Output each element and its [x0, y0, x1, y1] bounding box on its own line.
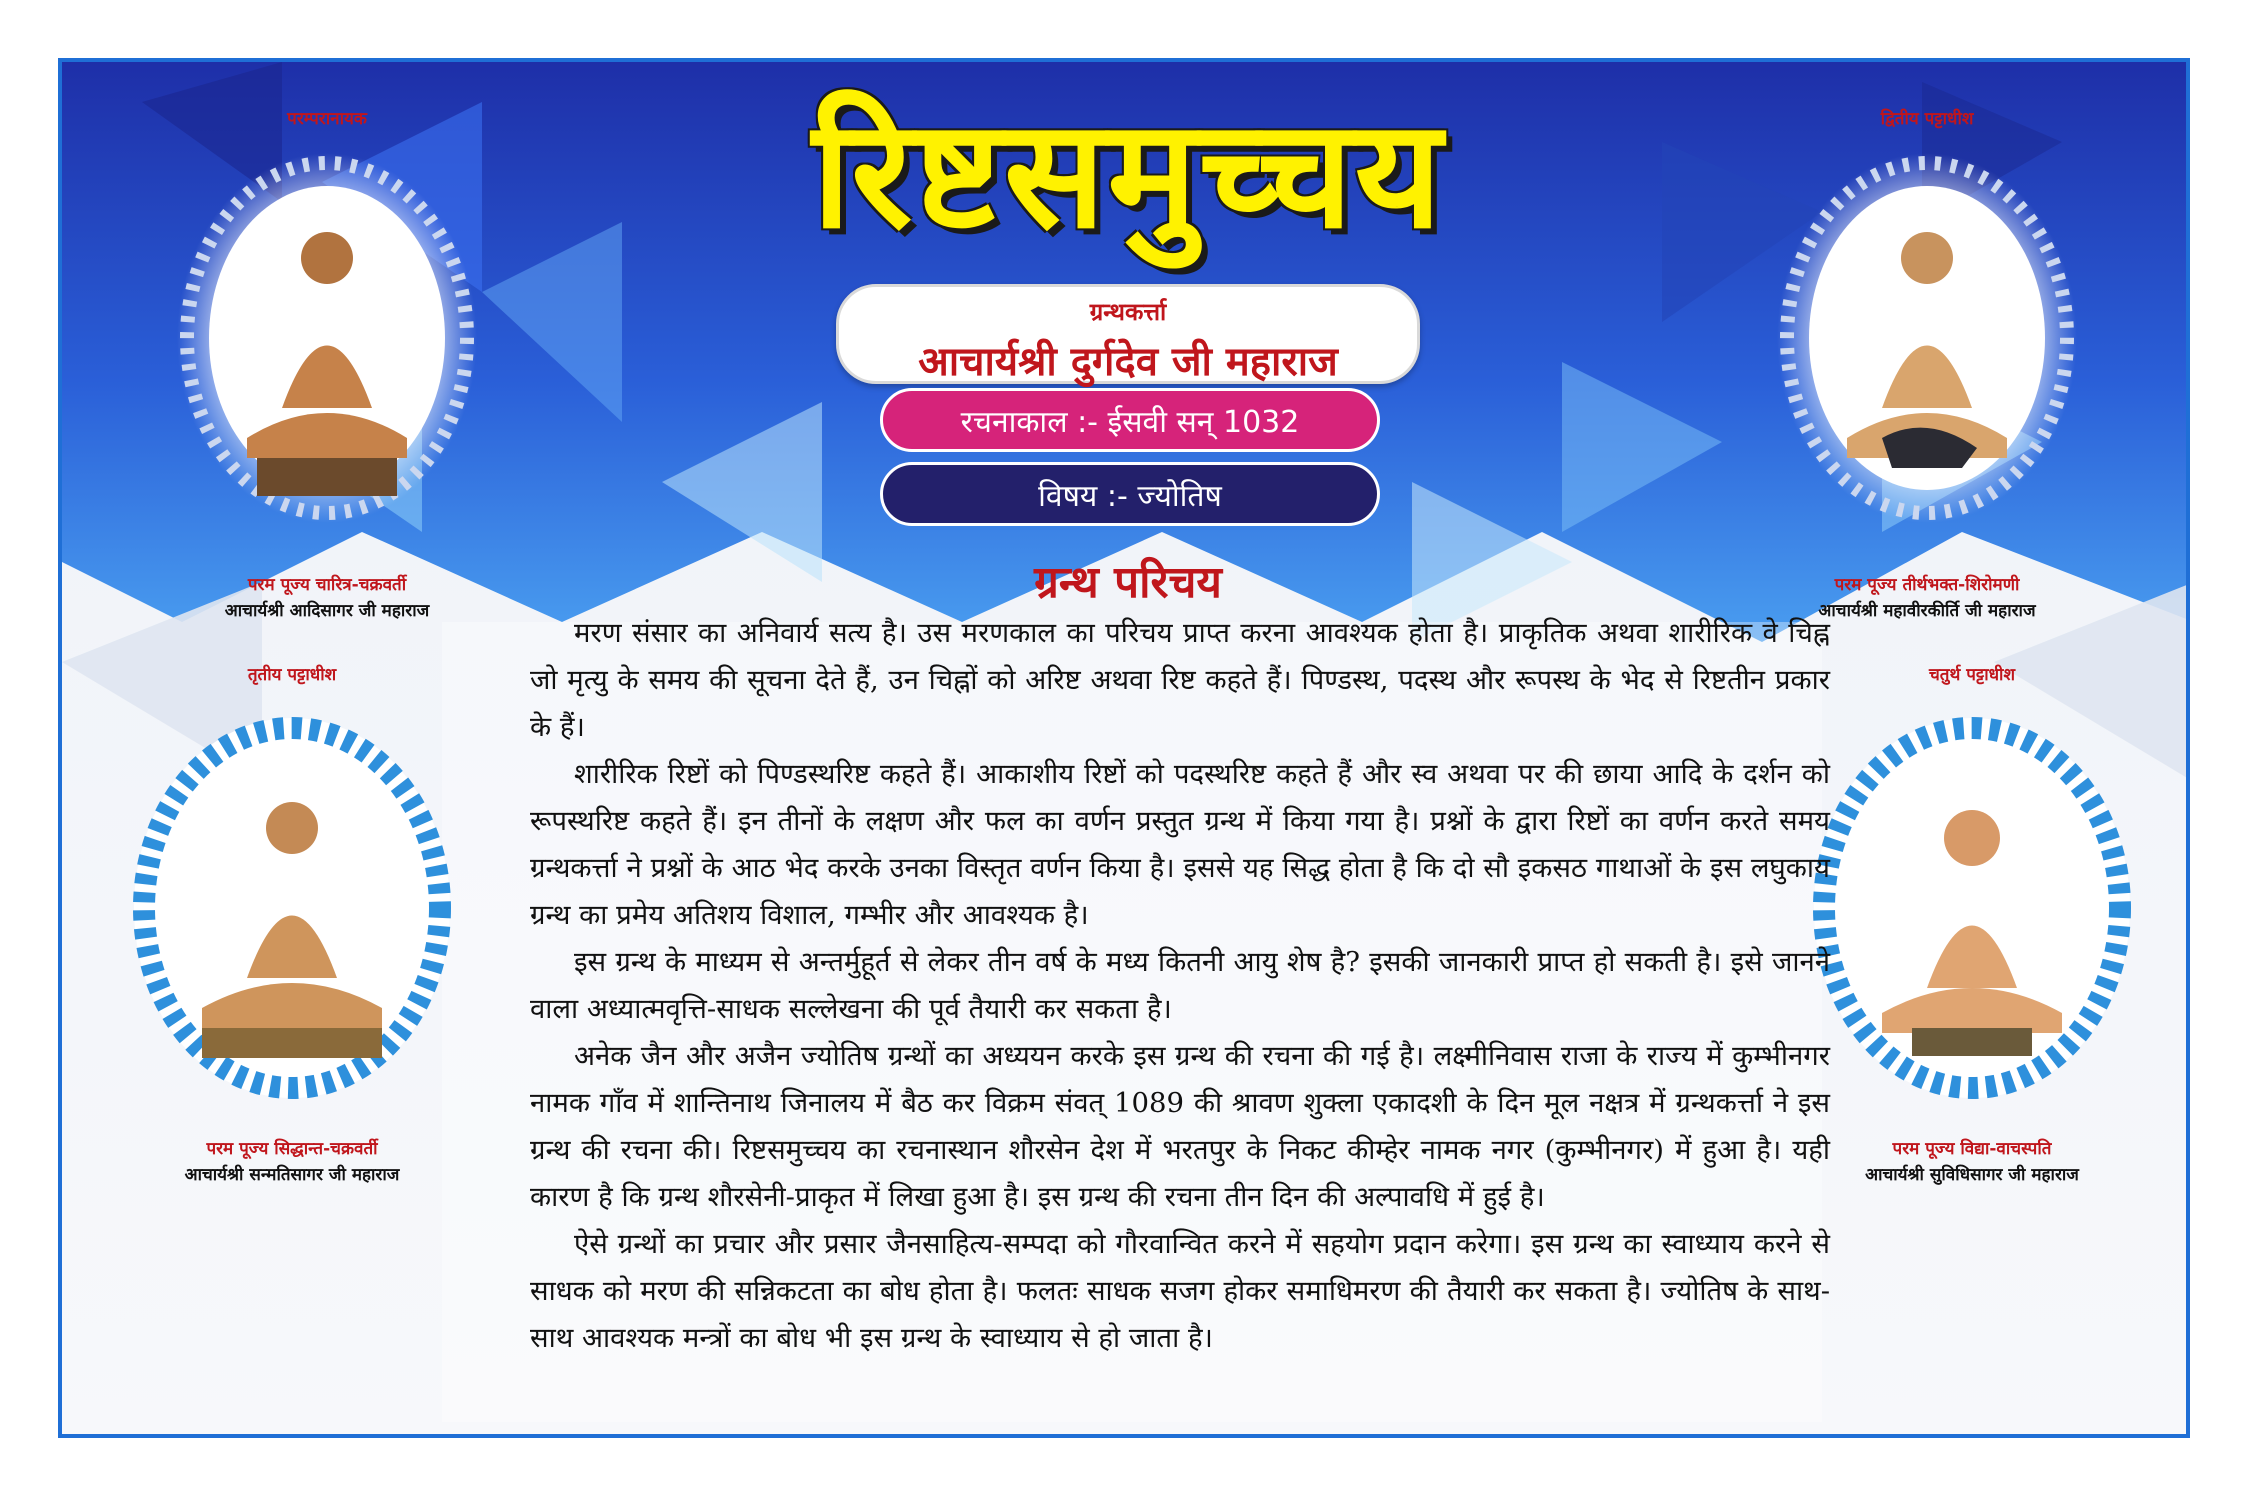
- portrait-caption-name: आचार्यश्री सन्मतिसागर जी महाराज: [184, 1165, 400, 1185]
- author-label: ग्रन्थकर्त्ता: [1089, 298, 1167, 326]
- portrait-label: चतुर्थ पट्टाधीश: [1928, 665, 2016, 685]
- intro-text: [530, 610, 1830, 1362]
- portrait-caption-title: परम पूज्य तीर्थभक्त-शिरोमणी: [1834, 575, 2020, 595]
- intro-paragraph: मरण संसार का अनिवार्य सत्य है। उस मरणकाल का परिचय प्राप्त करना आवश्यक होता है। प्राकृतिक अथवा शारीरिक वे चिह्न जो मृत्यु के समय की सूचना देते हैं, उन चिह्नों को अरिष्ट अथवा रिष्ट कहते हैं। पिण्डस्थ, पदस्थ और रूपस्थ के भेद से रिष्टतीन प्रकार के हैं।: [530, 617, 1830, 743]
- portrait-caption-name: आचार्यश्री महावीरकीर्ति जी महाराज: [1818, 601, 2036, 621]
- portrait-caption-title: परम पूज्य विद्या-वाचस्पति: [1892, 1139, 2052, 1159]
- portrait-bottom-left: [122, 662, 462, 1202]
- poster-frame: [58, 58, 2190, 1438]
- poster-title: रिष्टसमुच्चय: [812, 88, 1444, 262]
- seated-monk-image: [1802, 698, 2142, 1118]
- author-name: आचार्यश्री दुर्गदेव जी महाराज: [918, 339, 1338, 385]
- intro-paragraph: अनेक जैन और अजैन ज्योतिष ग्रन्थों का अध्ययन करके इस ग्रन्थ की रचना की गई है। लक्ष्मीनिवास राजा के राज्य में कुम्भीनगर नामक गाँव में शान्तिनाथ जिनालय में बैठ कर विक्रम संवत् 1089 की श्रावण शुक्ला एकादशी के दिन मूल नक्षत्र में ग्रन्थकर्त्ता ने इस ग्रन्थ की रचना की। रिष्टसमुच्चय का रचनास्थान शौरसेन देश में भरतपुर के निकट कीम्हेर नामक नगर (कुम्भीनगर) में हुआ है। यही कारण है कि ग्रन्थ शौरसेनी-प्राकृत में लिखा हुआ है। इस ग्रन्थ की रचना तीन दिन की अल्पावधि में हुई है।: [530, 1040, 1830, 1213]
- intro-heading: ग्रन्थ परिचय: [1034, 557, 1222, 608]
- seated-monk-image: [122, 698, 462, 1118]
- intro-paragraph: इस ग्रन्थ के माध्यम से अन्तर्मुहूर्त से लेकर तीन वर्ष के मध्य कितनी आयु शेष है? इसकी जानकारी प्राप्त हो सकती है। इसे जानने वाला अध्यात्मवृत्ति-साधक सल्लेखना की पूर्व तैयारी कर सकता है।: [530, 946, 1830, 1025]
- portrait-label: तृतीय पट्टाधीश: [247, 665, 337, 685]
- intro-paragraph: शारीरिक रिष्टों को पिण्डस्थरिष्ट कहते हैं। आकाशीय रिष्टों को पदस्थरिष्ट कहते हैं और स्व अथवा पर की छाया आदि के दर्शन को रूपस्थरिष्ट कहते हैं। इन तीनों के लक्षण और फल का वर्णन प्रस्तुत ग्रन्थ में किया गया है। प्रश्नों के द्वारा रिष्टों का वर्णन करते समय ग्रन्थकर्त्ता ने प्रश्नों के आठ भेद करके उनका विस्तृत वर्णन किया है। इससे यह सिद्ध होता है कि दो सौ इकसठ गाथाओं के इस लघुकाय ग्रन्थ का प्रमेय अतिशय विशाल, गम्भीर और आवश्यक है।: [530, 758, 1830, 931]
- portrait-caption-name: आचार्यश्री आदिसागर जी महाराज: [224, 601, 430, 621]
- portrait-bottom-right: [1802, 662, 2142, 1202]
- portrait-caption-title: परम पूज्य सिद्धान्त-चक्रवर्ती: [206, 1139, 378, 1159]
- composition-period-pill: रचनाकाल :- ईसवी सन् 1032: [880, 388, 1380, 452]
- portrait-label: परम्परानायक: [287, 109, 367, 129]
- portrait-caption-name: आचार्यश्री सुविधिसागर जी महाराज: [1865, 1165, 2079, 1185]
- portrait-label: द्वितीय पट्टाधीश: [1880, 109, 1974, 129]
- portrait-caption-title: परम पूज्य चारित्र-चक्रवर्ती: [247, 575, 407, 595]
- intro-paragraph: ऐसे ग्रन्थों का प्रचार और प्रसार जैनसाहित्य-सम्पदा को गौरवान्वित करने में सहयोग प्रदान करेगा। इस ग्रन्थ का स्वाध्याय करने से साधक को मरण की सन्निकटता का बोध होता है। फलतः साधक सजग होकर समाधिमरण की तैयारी कर सकता है। ज्योतिष के साथ-साथ आवश्यक मन्त्रों का बोध भी इस ग्रन्थ के स्वाध्याय से हो जाता है।: [530, 1228, 1830, 1354]
- author-pill: [836, 284, 1420, 384]
- subject-pill: विषय :- ज्योतिष: [880, 462, 1380, 526]
